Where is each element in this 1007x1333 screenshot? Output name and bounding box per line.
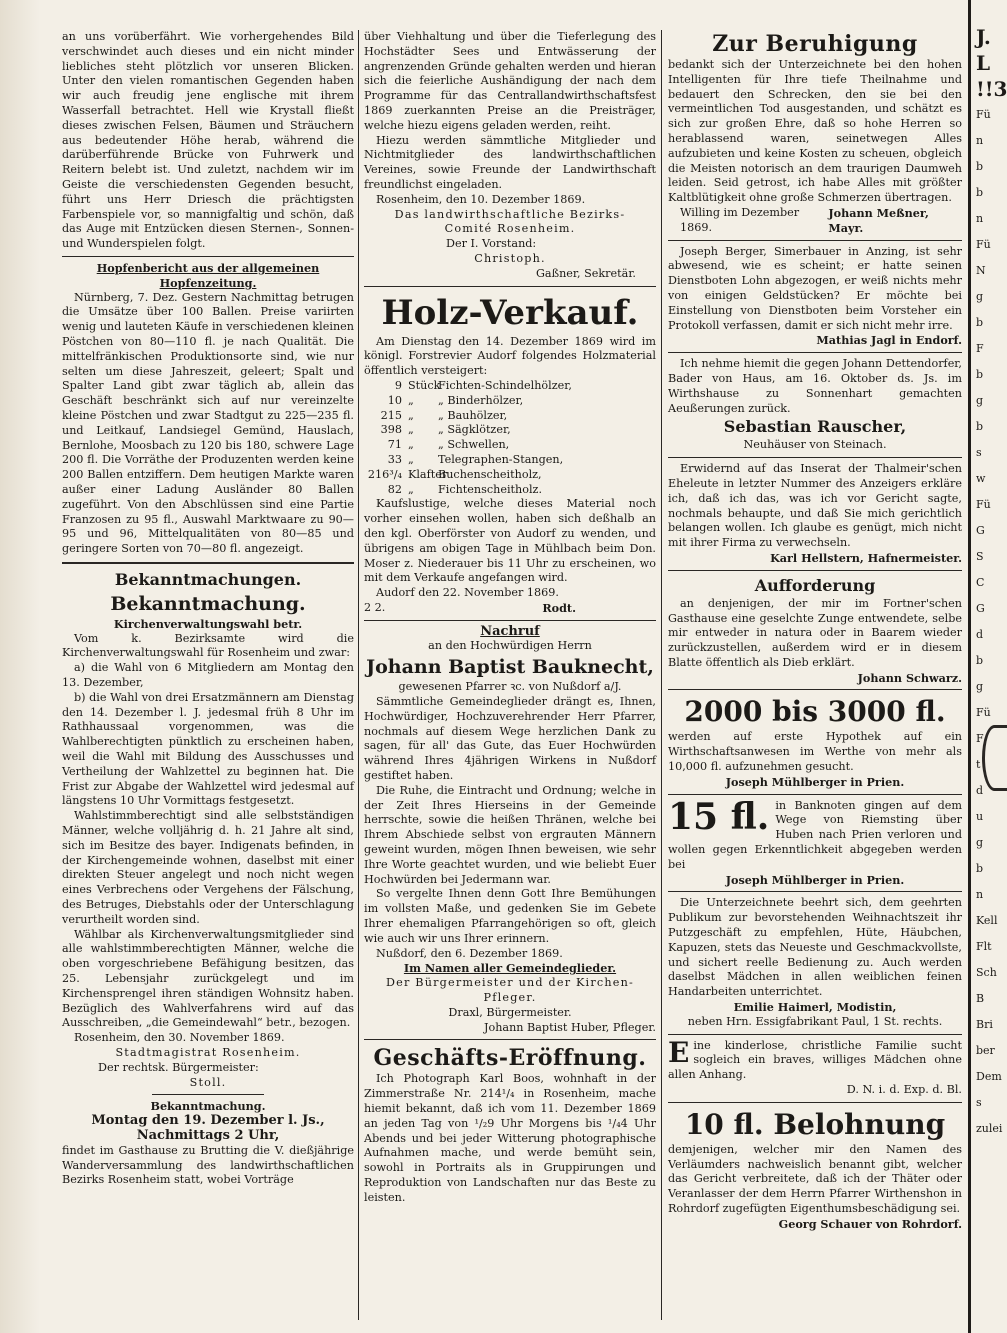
article-continuation: über Viehhaltung und über die Tieferlegung des Hochstädter Sees und Entwässerung der angrenzenden Gründe gehalten werden und hieran sich die feierliche Aushändigung der nach dem Programme für das Centrallandwirthschaftsfest 1869 zuerkannten Preise an die Preisträger, welche hiezu eigens geladen werden, reiht. <box>364 30 656 132</box>
cut-off-fragment: d <box>976 628 984 641</box>
column-rule-2 <box>661 30 662 1320</box>
holz-item-unit: Stück <box>408 378 441 392</box>
holz-item-unit: „ <box>408 423 414 437</box>
holz-item-row <box>364 409 656 424</box>
cut-off-fragment: b <box>976 420 984 433</box>
vorstand-label: Der I. Vorstand: <box>446 237 537 251</box>
holz-item-description: Buchenscheitholz, <box>438 467 542 481</box>
bekanntmachung-2-text: findet im Gasthause zu Brutting die V. dießjährige Wanderversammlung des landwirthschaftlichen Bezirks Rosenheim statt, wobei Vorträge <box>62 1143 354 1187</box>
beruhigung-text: bedankt sich der Unterzeichnete bei den hohen Intelligenten für Ihre tiefe Theilnahme und bedauert den Schrecken, den sie bei den vermeintlichen Tod ausgestanden, und schätzt es sich zur großen Ehre, daß so hohe Herren so herablassend waren, seinetwegen Alles aufzubieten und keine Kosten zu scheuen, obgleich die Meisten notorisch an dem traurigen Daumweh leiden. Seid getrost, ich habe Alles mit größter Kaltblütigkeit ohne große Schmerzen übertragen. <box>668 58 962 205</box>
holz-item-unit: Klafter <box>408 467 448 481</box>
cut-off-fragment: L <box>976 51 991 75</box>
holz-item-quantity: 216³/₄ <box>367 467 402 481</box>
holz-items-list <box>364 379 656 497</box>
holz-item-description: „ Schwellen, <box>438 438 510 452</box>
holz-item-unit: „ <box>408 393 414 407</box>
nachruf-text: Sämmtliche Gemeindeglieder drängt es, Ihnen, Hochwürdiger, Hochzuverehrender Herr Pfarrer, nochmals auf diesem Wege herzlichen Dank zu sagen, für all' das Gute, das Euer Hochwürden während Ihres 4jährigen Wirkens in Nußdorf gestiftet haben. <box>364 695 656 783</box>
cut-off-fragment: b <box>976 368 984 381</box>
cut-off-fragment: n <box>976 888 984 901</box>
hellstern-signature: Karl Hellstern, Hafnermeister. <box>770 550 962 565</box>
divider <box>62 562 354 564</box>
cut-off-fragment: G <box>976 602 985 615</box>
divider <box>668 689 962 690</box>
beruhigung-title: Zur Beruhigung <box>712 31 918 57</box>
holz-item-row <box>364 468 656 483</box>
putzgeschaeft-text: Die Unterzeichnete beehrt sich, dem geehrten Publikum zur bevorstehenden Weihnachtszeit ihr Putzgeschäft zu empfehlen, Hüte, Häubchen, Kapuzen, stets das Neueste und Geschmackvollste, und sichert reelle Bedienung zu. Auch werden daselbst Mädchen in allen weiblichen feinen Handarbeiten unterrichtet. <box>668 896 962 999</box>
beruhigung-signature-row <box>668 206 962 236</box>
bekanntmachung-1-subtitle: Kirchenverwaltungswahl betr. <box>113 616 303 631</box>
belohnung-signature: Georg Schauer von Rohrdorf. <box>778 1216 962 1231</box>
nachruf-signature: Der Bürgermeister und der Kirchen- <box>386 976 634 990</box>
holz-item-quantity: 82 <box>387 482 402 496</box>
bekanntmachung-1-item-b: b) die Wahl von drei Ersatzmännern am Dienstag den 14. Dezember l. J. jedesmal früh 8 Uhr im Rathhaussaal vorgenommen, was die Wahlberechtigten pünktlich zu erscheinen haben, weil die Wahl mit Bildung des Ausschusses und Vertheilung der Wahlzettel zu beginnen hat. Die Frist zur Abgabe der Wahlzettel wird jedesmal auf längstens 10 Uhr Vormittags festgesetzt. <box>62 690 354 808</box>
cut-off-fragment: ber <box>976 1044 995 1057</box>
holz-item-unit: „ <box>408 408 414 422</box>
bekanntmachung-1-text: Wählbar als Kirchenverwaltungsmitglieder sind alle wahlstimmberechtigten Männer, welche die oben vorgeschriebene Befähigung besitzen, das 25. Lebensjahr zurückgelegt und im Kirchensprengel ihren ständigen Wohnsitz haben. Bezüglich des Wahlverfahrens wird auf das Ausschreiben, „die Gemeindewahl“ betr., bezogen. <box>62 927 354 1030</box>
holz-item-quantity: 9 <box>394 378 402 392</box>
familie-signature: D. N. i. d. Exp. d. Bl. <box>846 1083 962 1097</box>
belohnung-title: 10 fl. Belohnung <box>684 1107 946 1141</box>
bekanntmachung-1-signature: Der rechtsk. Bürgermeister: <box>98 1060 259 1074</box>
geschaefts-eroeffnung-title: Geschäfts-Eröffnung. <box>373 1045 647 1072</box>
hopfen-title: Hopfenbericht aus der allgemeinen Hopfenzeitung. <box>96 260 320 290</box>
divider <box>668 352 962 353</box>
ad-number: 2 2. <box>364 600 386 614</box>
cut-off-fragment: w <box>976 472 986 485</box>
berger-signature: Mathias Jagl in Endorf. <box>816 333 962 348</box>
bekanntmachung-1-signature: Stoll. <box>189 1075 227 1089</box>
cut-off-fragment: u <box>976 810 984 823</box>
column-3 <box>668 30 962 1232</box>
cut-off-fragment: b <box>976 160 984 173</box>
bekanntmachung-1-text: Wahlstimmberechtigt sind alle selbstständigen Männer, welche volljährig d. h. 21 Jahre alt sind, sich im Besitze des bayer. Indigenats befinden, in der Kirchengemeinde wohnen, daselbst mit einer direkten Steuer angelegt und noch nicht wegen eines Verbrechens oder Vergehens der Fälschung, des Betruges, Diebstahls oder der Unterschlagung verurtheilt worden sind. <box>62 809 354 926</box>
holz-item-row <box>364 453 656 468</box>
cut-off-fragment: J. <box>976 25 991 49</box>
nachruf-subtitle: gewesenen Pfarrer ꝛc. von Nußdorf a/J. <box>398 680 622 694</box>
aufforderung-signature: Johann Schwarz. <box>857 670 962 685</box>
divider <box>668 1102 962 1103</box>
divider <box>152 1094 264 1095</box>
bekanntmachung-1-item-a: a) die Wahl von 6 Mitgliedern am Montag den 13. Dezember, <box>62 661 354 690</box>
divider <box>364 1039 656 1040</box>
cut-off-fragment: g <box>976 394 984 407</box>
cut-off-fragment: Sch <box>976 966 997 979</box>
holz-item-quantity: 10 <box>387 393 402 407</box>
cut-off-text-fragments <box>976 25 1007 1148</box>
nachruf-signature: Draxl, Bürgermeister. <box>448 1005 572 1019</box>
holz-item-description: Telegraphen-Stangen, <box>438 452 564 466</box>
cut-off-fragment: Fü <box>976 498 991 511</box>
holz-item-description: Fichtenscheitholz. <box>438 482 543 496</box>
thalmeir-notice: Erwidernd auf das Inserat der Thalmeir'schen Eheleute in letzter Nummer des Anzeigers erkläre ich, daß ich das, was ich vor Gericht sagte, nochmals behaupte, und daß Sie mich gerichtlich belangen wollen. Ich glaube es genügt, mich nicht mit ihrer Firma zu verwechseln. <box>668 462 962 550</box>
holz-item-unit: „ <box>408 452 414 466</box>
nachruf-date: Nußdorf, den 6. Dezember 1869. <box>376 946 563 960</box>
article-date: Rosenheim, den 10. Dezember 1869. <box>376 192 586 206</box>
holz-verkauf-date: Audorf den 22. November 1869. <box>376 586 559 600</box>
divider <box>668 1034 962 1035</box>
cut-off-fragment: S <box>976 550 984 563</box>
nachruf-signature: Pfleger. <box>483 991 537 1005</box>
aufforderung-text: an denjenigen, der mir im Fortner'schen Gasthause eine geselchte Zunge entwendete, selbe mir entweder in natura oder in Baarem wieder zurückzustellen, außerdem wird er in diesem Blatte öffentlich als Dieb erklärt. <box>668 596 962 669</box>
hypothek-text: werden auf erste Hypothek auf ein Wirthschaftsanwesen im Werthe von mehr als 10,000 fl. aufzunehmen gesucht. <box>668 730 962 774</box>
nachruf-subtitle: an den Hochwürdigen Herrn <box>428 639 592 653</box>
divider <box>62 256 354 257</box>
article-continuation: an uns vorüberfährt. Wie vorhergehendes Bild verschwindet auch dieses und ein nicht minder liebliches steht plötzlich vor unseren Blicken. Unter den vielen romantischen Gegenden haben wir auch freudig jene englische mit ihrem Wasserfall betrachtet. Hell wie Krystall fließt dieses zwischen Felsen, Bäumen und Sträuchern aus bedeutender Höhe herab, während die darüberführende Brücke von Fuhrwerk und Reitern belebt ist. Und zuletzt, nachdem wir im Geiste die verschiedensten Gegenden besucht, führt uns Herr Driesch die prächtigsten Farbenspiele vor, so mannigfaltig und schön, daß das Auge mit Entzücken diesen Sternen-, Sonnen- und Wunderspielen folgt. <box>62 30 354 251</box>
holz-item-unit: „ <box>408 438 414 452</box>
cut-off-fragment: C <box>976 576 985 589</box>
bekanntmachung-1-title: Bekanntmachung. <box>110 592 306 615</box>
holz-item-description: „ Bauhölzer, <box>438 408 508 422</box>
cut-off-fragment: n <box>976 134 984 147</box>
holz-item-description: „ Sägklötzer, <box>438 423 511 437</box>
divider <box>668 794 962 795</box>
comite-signature: Comité Rosenheim. <box>444 222 576 236</box>
sekretaer-name: Gaßner, Sekretär. <box>535 266 636 280</box>
banknoten-notice <box>668 795 962 873</box>
holz-verkauf-signature: Rodt. <box>542 600 576 615</box>
holz-item-row <box>364 438 656 453</box>
banknoten-signature: Joseph Mühlberger in Prien. <box>725 872 905 887</box>
cut-off-fragment: Dem <box>976 1070 1002 1083</box>
cut-off-fragment: Fü <box>976 108 991 121</box>
nachruf-signature: Johann Baptist Huber, Pfleger. <box>483 1020 656 1034</box>
nachruf-title: Nachruf <box>480 623 540 639</box>
divider <box>364 286 656 287</box>
cut-off-fragment: Fü <box>976 238 991 251</box>
familie-text: ine kinderlose, christliche Familie sucht sogleich ein braves, williges Mädchen ohne allen Anhang. <box>668 1038 962 1082</box>
divider <box>364 620 656 621</box>
cut-off-fragment: Bri <box>976 1018 993 1031</box>
column-rule-1 <box>358 30 359 1320</box>
bekanntmachung-1-text: Vom k. Bezirksamte wird die Kirchenverwaltungswahl für Rosenheim und zwar: <box>62 631 354 660</box>
berger-notice: Joseph Berger, Simerbauer in Anzing, ist sehr abwesend, wie es scheint; er hatte seinen Dienstboten Lohn abgezogen, er weiß nichts mehr von einigen Geldstücken? Er möchte bei Einstellung von Dienstboten beim Vorsteher ein Protokoll verfassen, damit er sich nicht mehr irre. <box>668 244 962 332</box>
cut-off-fragment: g <box>976 290 984 303</box>
vorstand-name: Christoph. <box>474 251 546 265</box>
divider <box>668 570 962 571</box>
cut-off-fragment: F <box>976 342 984 355</box>
holz-item-row <box>364 379 656 394</box>
hypothek-signature: Joseph Mühlberger in Prien. <box>725 774 905 789</box>
bekanntmachung-2-subtitle: Montag den 19. Dezember l. Js., Nachmittags 2 Uhr, <box>91 1113 325 1143</box>
dettendorfer-notice: Ich nehme hiemit die gegen Johann Dettendorfer, Bader von Haus, am 16. Oktober ds. Js. im Wirthshause zu Sonnenhart gemachten Aeußerungen zurück. <box>668 357 962 415</box>
comite-signature: Das landwirthschaftliche Bezirks- <box>394 207 626 221</box>
column-2 <box>364 30 656 1206</box>
holz-item-row <box>364 483 656 498</box>
putzgeschaeft-signature: neben Hrn. Essigfabrikant Paul, 1 St. rechts. <box>687 1014 943 1028</box>
divider <box>668 457 962 458</box>
cut-off-fragment: s <box>976 446 982 459</box>
bekanntmachungen-header: Bekanntmachungen. <box>114 569 302 589</box>
beruhigung-signature: Johann Meßner, Mayr. <box>828 205 929 235</box>
seal-emblem <box>982 725 1007 791</box>
divider <box>668 240 962 241</box>
cut-off-fragment: b <box>976 186 984 199</box>
article-continuation: Hiezu werden sämmtliche Mitglieder und Nichtmitglieder des landwirthschaftlichen Vereines, sowie Freunde der Landwirthschaft freundlichst eingeladen. <box>364 133 656 191</box>
page-edge-rule <box>968 0 971 1333</box>
cut-off-fragment: g <box>976 836 984 849</box>
nachruf-text: Die Ruhe, die Eintracht und Ordnung; welche in der Zeit Ihres Hierseins in der Gemeinde herrschte, sowie die heißen Thränen, welche bei Ihrem Abschiede selbst von ergrauten Männern geweint wurden, mögen Ihnen beweisen, wie sehr Ihre Worte geachtet wurden, und wie beliebt Euer Hochwürden bei Jedermann war. <box>364 783 656 886</box>
holz-item-quantity: 398 <box>380 423 402 437</box>
banknoten-amount: 15 fl. <box>668 795 770 838</box>
rauscher-subtitle: Neuhäuser von Steinach. <box>743 438 887 452</box>
cut-off-fragment: N <box>976 264 986 277</box>
beruhigung-date: Willing im Dezember 1869. <box>680 205 800 234</box>
holz-item-description: Fichten-Schindelhölzer, <box>438 378 572 392</box>
holz-item-unit: „ <box>408 482 414 496</box>
familie-notice <box>668 1035 962 1083</box>
rauscher-name: Sebastian Rauscher, <box>723 417 907 437</box>
hopfen-report: Nürnberg, 7. Dez. Gestern Nachmittag betrugen die Umsätze über 100 Ballen. Preise variirten wenig und lauteten Käufe in verschiedenen kleinen Pöstchen von 80—110 fl. je nach Qualität. Die mittelfränkischen Produktionsorte sind, wie nur selten um diese Jahreszeit, geleert; Spalt und Spalter Land gibt zwar täglich ab, allein das Geschäft beschränkt sich auf nur vereinzelte kleine Pöstchen und zwar Stadtgut zu 225—235 fl. und Leitkauf, Landsiegel Gemünd, Hauslach, Bernlohe, Moosbach zu 120 bis 180, schwere Lage 200 fl. Die Vorräthe der Produzenten werden keine 200 Ballen entziffern. Dem heutigen Markte waren außer einer Ladung Ausländer 80 Ballen zugeführt. Von den Abschlüssen sind eine Partie Franzosen zu 95 fl., Auswahl Marktwaare zu 90—95 und 96, Mittelqualitäten von 80—85 und geringere Sorten von 70—80 fl. angezeigt. <box>62 290 354 556</box>
banknoten-text: in Banknoten gingen auf dem Wege von Riemsting über Huben nach Prien verloren und wollen gegen Erkenntlichkeit abgegeben werden bei <box>668 798 962 871</box>
holz-verkauf-text: Kaufslustige, welche dieses Material noch vorher einsehen wollen, haben sich deßhalb an den kgl. Oberförster von Audorf zu wenden, und übrigens am obigen Tage in Mühlbach beim Don. Moser z. Niederauer bis 11 Uhr zu erscheinen, wo mit dem Verkaufe angefangen wird. <box>364 497 656 585</box>
nachruf-text: So vergelte Ihnen denn Gott Ihre Bemühungen im vollsten Maße, und gedenken Sie im Gebete Ihrer ehemaligen Pfarrangehörigen so oft, gleich wie auch wir uns Ihrer erinnern. <box>364 887 656 945</box>
column-4-fragment <box>976 25 1007 1148</box>
page-gutter-shadow <box>0 0 40 1333</box>
cut-off-fragment: b <box>976 654 984 667</box>
aufforderung-title: Aufforderung <box>754 575 876 595</box>
cut-off-fragment: b <box>976 862 984 875</box>
bekanntmachung-1-signature: Stadtmagistrat Rosenheim. <box>115 1046 301 1059</box>
cut-off-fragment: b <box>976 316 984 329</box>
holz-item-quantity: 215 <box>380 408 402 422</box>
cut-off-fragment: zulei <box>976 1122 1003 1135</box>
holz-verkauf-text: Am Dienstag den 14. Dezember 1869 wird im königl. Forstrevier Audorf folgendes Holzmaterial öffentlich versteigert: <box>364 334 656 378</box>
cut-off-fragment: F <box>976 732 984 745</box>
bekanntmachung-1-date: Rosenheim, den 30. November 1869. <box>74 1031 285 1045</box>
cut-off-fragment: B <box>976 992 985 1005</box>
nachruf-signature: Im Namen aller Gemeindeglieder. <box>403 961 617 976</box>
bekanntmachung-2-title: Bekanntmachung. <box>150 1099 266 1114</box>
cut-off-fragment: Flt <box>976 940 992 953</box>
cut-off-fragment: G <box>976 524 985 537</box>
cut-off-fragment: n <box>976 212 984 225</box>
holz-item-row <box>364 394 656 409</box>
holz-item-description: „ Binderhölzer, <box>438 393 524 407</box>
column-1 <box>62 30 354 1188</box>
geschaefts-eroeffnung-text: Ich Photograph Karl Boos, wohnhaft in der Zimmerstraße Nr. 214¹/₄ in Rosenheim, mache hiemit bekannt, daß ich vom 11. Dezember 1869 an jeden Tag von ¹/₂9 Uhr Morgens bis ¹/₄4 Uhr Abends und bei jeder Witterung photographische Aufnahmen mache, und werde bemüht sein, sowohl in Portraits als in Gruppirungen und Reproduktion von Landschaften nur das Beste zu leisten. <box>364 1072 656 1204</box>
cut-off-fragment: t <box>976 758 981 771</box>
holz-item-quantity: 33 <box>387 452 402 466</box>
cut-off-fragment: s <box>976 1096 982 1109</box>
cut-off-fragment: Kell <box>976 914 998 927</box>
cut-off-fragment: d <box>976 784 984 797</box>
putzgeschaeft-signature: Emilie Haimerl, Modistin, <box>733 1000 897 1015</box>
hypothek-title: 2000 bis 3000 fl. <box>684 695 946 729</box>
holz-item-row <box>364 423 656 438</box>
cut-off-fragment: !!3 <box>976 77 1007 101</box>
cut-off-fragment: g <box>976 680 984 693</box>
divider <box>668 891 962 892</box>
familie-initial: E <box>668 1035 690 1069</box>
belohnung-text: demjenigen, welcher mir den Namen des Verläumders nachweislich benannt gibt, welcher das Gericht verbreitete, daß ich der Thäter oder Veranlasser der dem Herrn Pfarrer Wirthenshon in Rohrdorf zugefügten Eigenthumsbeschädigung sei. <box>668 1142 962 1215</box>
holz-item-quantity: 71 <box>387 438 402 452</box>
cut-off-fragment: Fü <box>976 706 991 719</box>
holz-verkauf-signature-row <box>364 601 656 616</box>
nachruf-name: Johann Baptist Bauknecht, <box>366 656 654 679</box>
holz-verkauf-title: Holz-Verkauf. <box>381 292 639 333</box>
